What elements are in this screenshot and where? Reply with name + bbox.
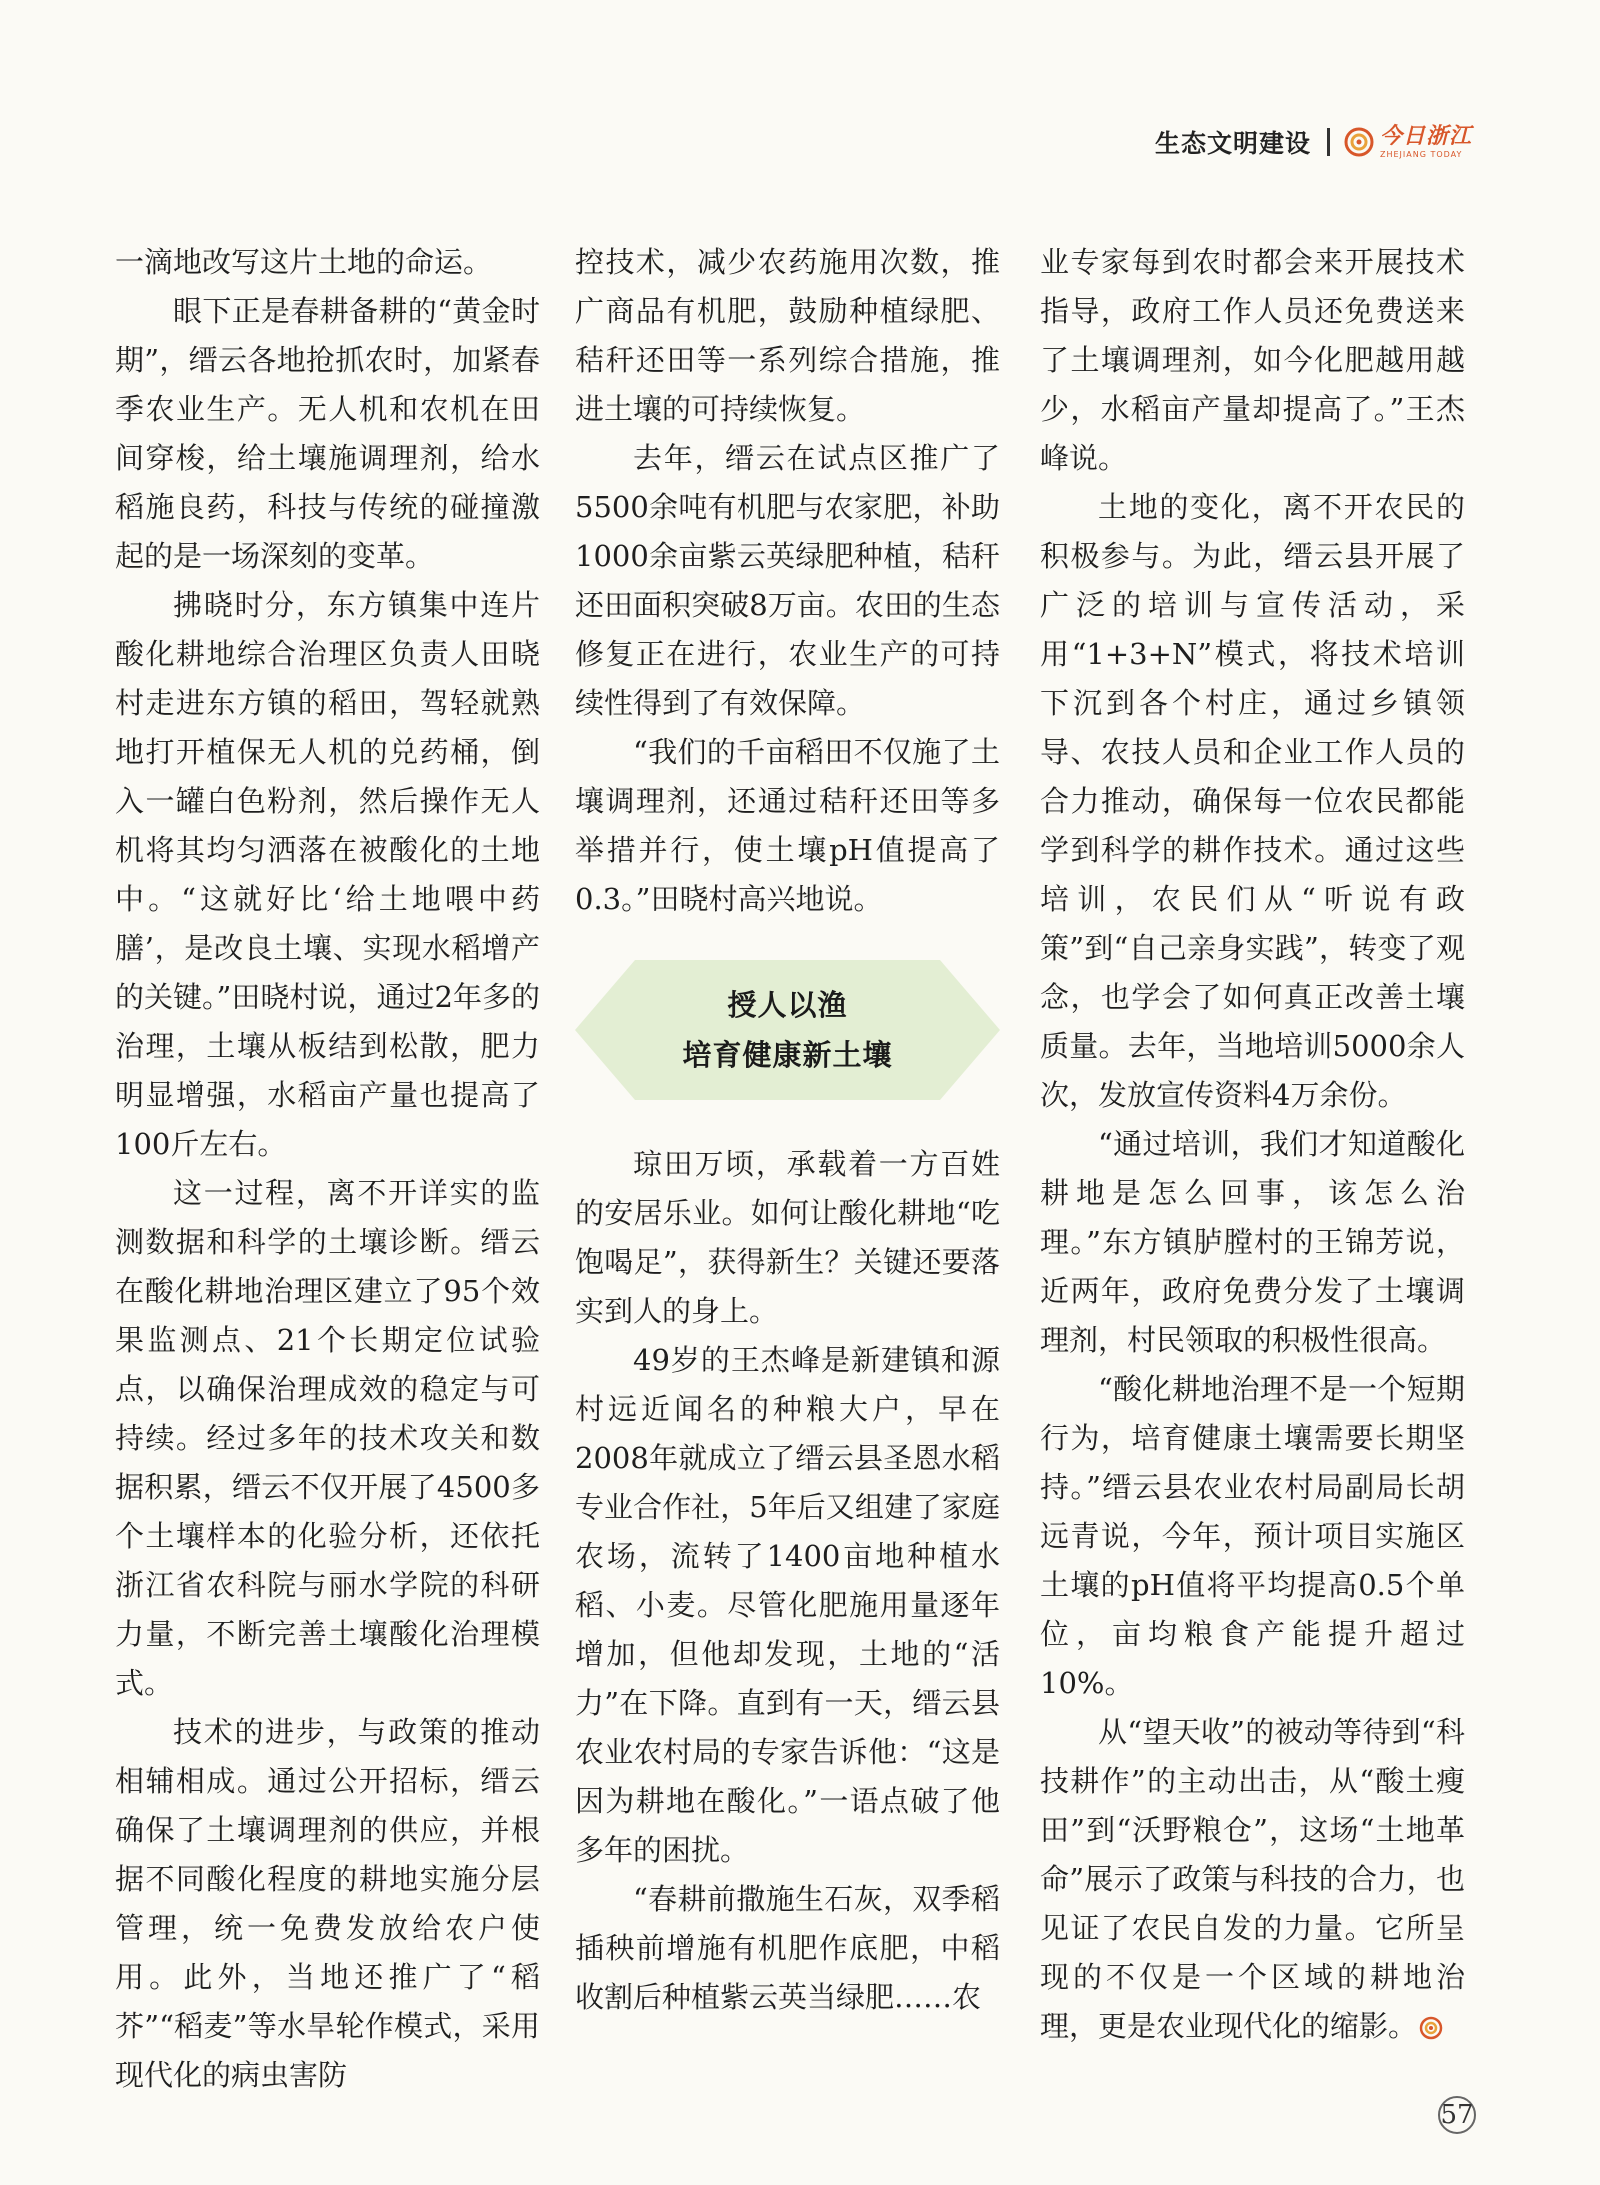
subheading-banner [575,960,1000,1100]
paragraph: “酸化耕地治理不是一个短期行为，培育健康土壤需要长期坚持。”缙云县农业农村局副局长胡远青说，今年，预计项目实施区土壤的pH值将平均提高0.5个单位，亩均粮食产能提升超过10%。 [1040,1372,1465,1700]
paragraph [1040,1708,1465,2051]
paragraph: “春耕前撒施生石灰，双季稻插秧前增施有机肥作底肥，中稻收割后种植紫云英当绿肥……农 [575,1882,1000,2014]
page-number: 57 [1438,2096,1476,2134]
paragraph: 这一过程，离不开详实的监测数据和科学的土壤诊断。缙云在酸化耕地治理区建立了95个效果监测点、21个长期定位试验点，以确保治理成效的稳定与可持续。经过多年的技术攻关和数据积累，缙云不仅开展了4500多个土壤样本的化验分析，还依托浙江省农科院与丽水学院的科研力量，不断完善土壤酸化治理模式。 [115,1176,540,1700]
section-title: 生态文明建设 [1154,129,1311,158]
header-divider [1327,128,1330,156]
swirl-logo-icon [1344,127,1374,157]
paragraph: “通过培训，我们才知道酸化耕地是怎么回事，该怎么治理。”东方镇胪膛村的王锦芳说，近两年，政府免费分发了土壤调理剂，村民领取的积极性很高。 [1040,1127,1465,1357]
paragraph: 技术的进步，与政策的推动相辅相成。通过公开招标，缙云确保了土壤调理剂的供应，并根据不同酸化程度的耕地实施分层管理，统一免费发放给农户使用。此外，当地还推广了“稻芥”“稻麦”等水旱轮作模式，采用现代化的病虫害防 [115,1715,540,2092]
article-column-1 [115,238,540,2100]
article-end-icon [1419,2016,1443,2040]
subheading-line-2: 培育健康新土壤 [682,1038,893,1072]
logo-chinese-text: 今日浙江 [1379,123,1472,149]
paragraph: 控技术，减少农药施用次数，推广商品有机肥，鼓励种植绿肥、秸秆还田等一系列综合措施，推进土壤的可持续恢复。 [575,245,1000,426]
paragraph: 土地的变化，离不开农民的积极参与。为此，缙云县开展了广泛的培训与宣传活动，采用“1+3+N”模式，将技术培训下沉到各个村庄，通过乡镇领导、农技人员和企业工作人员的合力推动，确保每一位农民都能学到科学的耕作技术。通过这些培训，农民们从“听说有政策”到“自己亲身实践”，转变了观念，也学会了如何真正改善土壤质量。去年，当地培训5000余人次，发放宣传资料4万余份。 [1040,490,1465,1112]
paragraph: 去年，缙云在试点区推广了5500余吨有机肥与农家肥，补助1000余亩紫云英绿肥种植，秸秆还田面积突破8万亩。农田的生态修复正在进行，农业生产的可持续性得到了有效保障。 [575,441,1000,720]
logo-english-text: ZHEJIANG TODAY [1379,149,1463,159]
paragraph: 琼田万顷，承载着一方百姓的安居乐业。如何让酸化耕地“吃饱喝足”，获得新生？关键还要落实到人的身上。 [575,1147,1000,1328]
page-header [1155,118,1472,166]
paragraph: “我们的千亩稻田不仅施了土壤调理剂，还通过秸秆还田等多举措并行，使土壤pH值提高了0.3。”田晓村高兴地说。 [575,735,1000,916]
magazine-logo [1344,123,1472,159]
paragraph: 业专家每到农时都会来开展技术指导，政府工作人员还免费送来了土壤调理剂，如今化肥越用越少，水稻亩产量却提高了。”王杰峰说。 [1040,245,1465,475]
paragraph: 一滴地改写这片土地的命运。 [115,245,493,279]
subheading-line-1: 授人以渔 [727,988,848,1022]
paragraph: 拂晓时分，东方镇集中连片酸化耕地综合治理区负责人田晓村走进东方镇的稻田，驾轻就熟地打开植保无人机的兑药桶，倒入一罐白色粉剂，然后操作无人机将其均匀洒落在被酸化的土地中。“这就好比‘给土地喂中药膳’，是改良土壤、实现水稻增产的关键。”田晓村说，通过2年多的治理，土壤从板结到松散，肥力明显增强，水稻亩产量也提高了100斤左右。 [115,588,540,1161]
paragraph: 眼下正是春耕备耕的“黄金时期”，缙云各地抢抓农时，加紧春季农业生产。无人机和农机在田间穿梭，给土壤施调理剂，给水稻施良药，科技与传统的碰撞激起的是一场深刻的变革。 [115,294,540,573]
article-column-3 [1040,238,1465,2051]
paragraph-text: 从“望天收”的被动等待到“科技耕作”的主动出击，从“酸土瘦田”到“沃野粮仓”，这场“土地革命”展示了政策与科技的合力，也见证了农民自发的力量。它所呈现的不仅是一个区域的耕地治理，更是农业现代化的缩影。 [1040,1715,1465,2043]
article-column-2 [575,238,1000,2022]
paragraph: 49岁的王杰峰是新建镇和源村远近闻名的种粮大户，早在2008年就成立了缙云县圣恩水稻专业合作社，5年后又组建了家庭农场，流转了1400亩地种植水稻、小麦。尽管化肥施用量逐年增加，但他却发现，土地的“活力”在下降。直到有一天，缙云县农业农村局的专家告诉他：“这是因为耕地在酸化。”一语点破了他多年的困扰。 [575,1343,1000,1867]
